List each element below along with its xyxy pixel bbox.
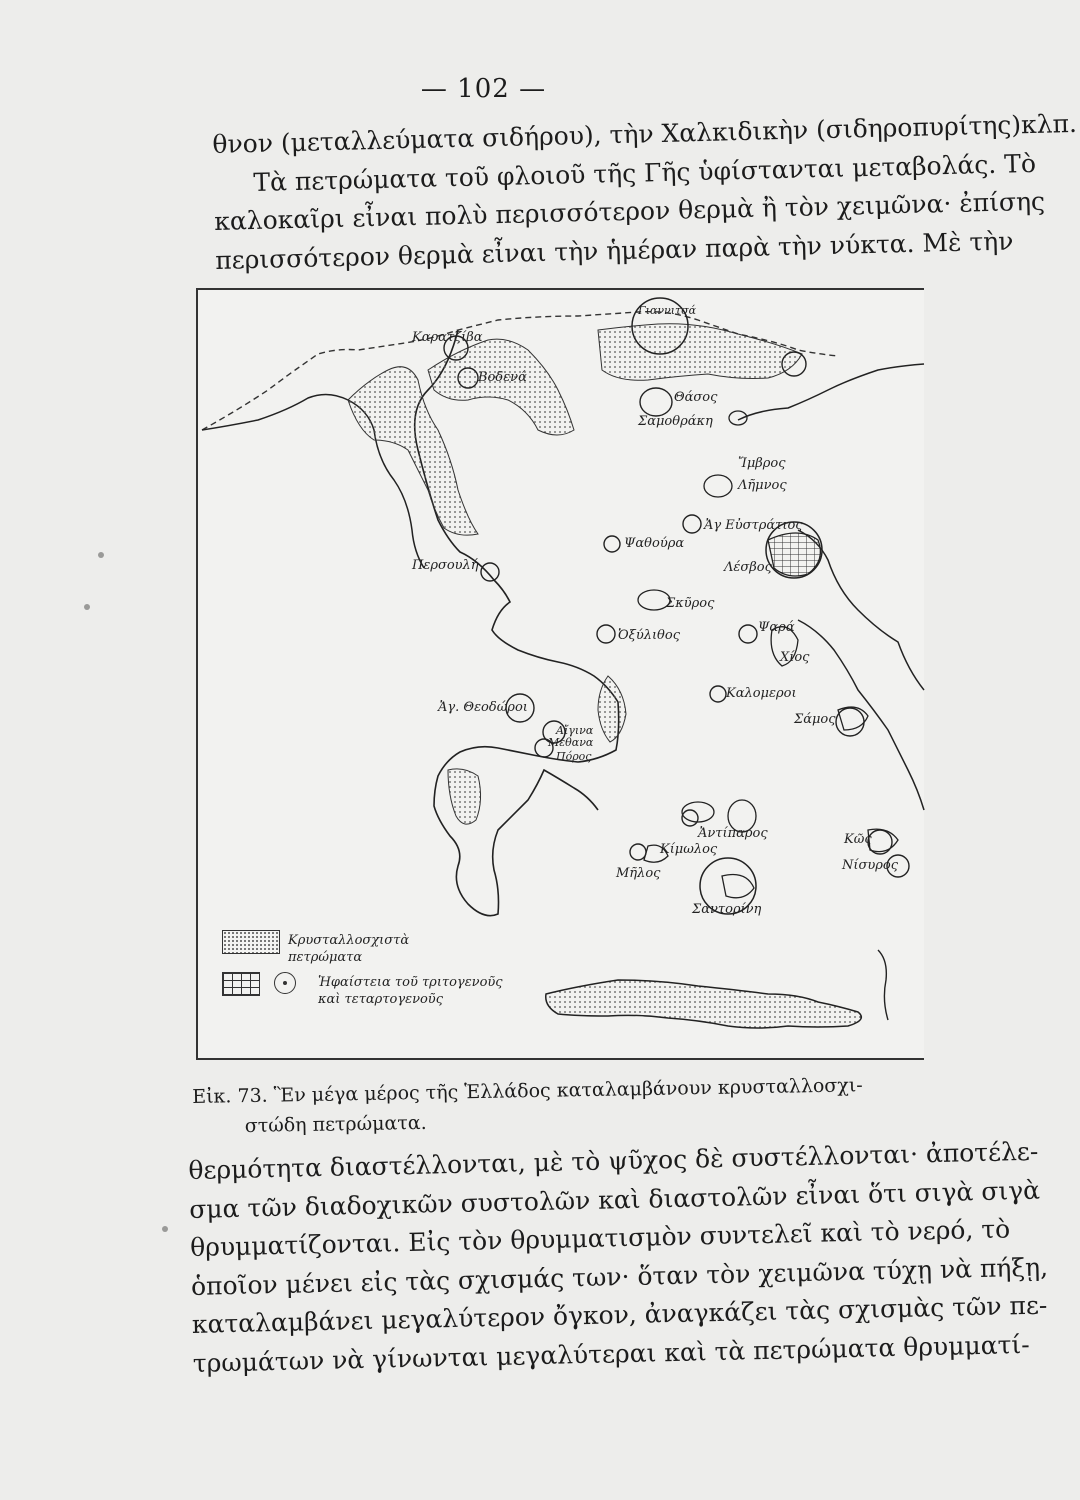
map-label: Σάμος: [794, 712, 836, 727]
legend-volcanic-label: [318, 974, 503, 1008]
map-label: Καρατζίβα: [412, 330, 483, 345]
volcano-marker: [710, 686, 726, 702]
map-label: Περσουλή: [412, 558, 479, 573]
legend-volcanic-grid-swatch: [222, 972, 260, 996]
legend-crystalline-label: [288, 932, 409, 966]
bottom-paragraph: [188, 1136, 1049, 1383]
map-label: Ψαθούρα: [624, 536, 685, 551]
map-label: Ὀξύλιθος: [618, 628, 680, 643]
legend-text-line: Ἡφαίστεια τοῦ τριτογενοῦς: [318, 975, 503, 990]
page-number: — 102 —: [420, 74, 547, 104]
page-speck: [162, 1226, 168, 1232]
map-label: Μῆλος: [616, 866, 661, 881]
crystalline-region: [598, 676, 626, 742]
mainland-outline: [415, 330, 619, 916]
text-line: τρωμάτων νὰ γίνωνται μεγαλύτεραι καὶ τὰ πετρώματα θρυμματί-: [192, 1329, 1030, 1378]
map-label: Κῶς: [844, 832, 872, 847]
text-line: σμα τῶν διαδοχικῶν συστολῶν καὶ διαστολῶν εἶναι ὅτι σιγὰ σιγὰ: [188, 1175, 1041, 1224]
crete-outline: [546, 980, 862, 1028]
text-line: θερμότητα διαστέλλονται, μὲ τὸ ψῦχος δὲ συστέλλονται· ἀποτέλε-: [188, 1136, 1039, 1185]
volcano-marker: [481, 563, 499, 581]
text-line: καταλαμβάνει μεγαλύτερον ὄγκον, ἀναγκάζει τὰς σχισμὰς τῶν πε-: [191, 1290, 1048, 1339]
caption-line: στώδη πετρώματα.: [244, 1111, 427, 1138]
map-label: Ἴμβρος: [738, 456, 786, 471]
map-label: Λῆμνος: [738, 478, 787, 493]
map-label: Χίος: [780, 650, 810, 665]
map-label: Γιαννιτσά: [638, 304, 697, 317]
map-label: Λέσβος: [724, 560, 772, 575]
volcano-marker: [630, 844, 646, 860]
map-label: Μέθανα: [548, 736, 594, 749]
map-label: Σαντορίνη: [692, 902, 762, 917]
legend-text-line: πετρώματα: [288, 950, 363, 965]
map-label: Βοδενά: [478, 370, 527, 385]
volcano-marker: [604, 536, 620, 552]
map-label: Πόρος: [556, 750, 592, 763]
map-label: Αἴγινα: [556, 724, 594, 737]
crystalline-region: [448, 769, 481, 824]
volcano-marker: [597, 625, 615, 643]
map-label: Ἀντίπαρος: [698, 826, 768, 841]
map-figure: [196, 288, 924, 1060]
volcano-marker: [836, 708, 864, 736]
text-line: καλοκαῖρι εἶναι πολὺ περισσότερον θερμὰ ἢ τὸν χειμῶνα· ἐπίσης: [213, 186, 1046, 236]
crystalline-region: [598, 324, 802, 381]
text-line: θρυμματίζονται. Εἰς τὸν θρυμματισμὸν συντελεῖ καὶ τὸ νερό, τὸ: [189, 1214, 1011, 1262]
volcano-marker: [683, 515, 701, 533]
text-line: ὁποῖον μένει εἰς τὰς σχισμάς των· ὅταν τὸν χειμῶνα τύχῃ νὰ πήξῃ,: [190, 1252, 1049, 1301]
map-label: Σαμοθράκη: [638, 414, 713, 429]
legend-text-line: Κρυσταλλοσχιστὰ: [288, 933, 410, 948]
map-label: Ἀγ. Θεοδώροι: [438, 700, 528, 715]
map-label: Καλομεροι: [726, 686, 797, 701]
map-label: Ψαρά: [758, 620, 795, 635]
map-label: Κίμωλος: [660, 842, 718, 857]
map-label: Θάσος: [674, 390, 718, 405]
map-label: Σκῦρος: [666, 596, 715, 611]
text-line: Τὰ πετρώματα τοῦ φλοιοῦ τῆς Γῆς ὑφίστανται μεταβολάς. Τὸ: [253, 148, 1037, 197]
top-paragraph: [212, 108, 1078, 280]
legend-text-line: καὶ τεταρτογενοῦς: [318, 992, 443, 1007]
legend-volcano-circle-icon: [274, 972, 296, 994]
page-speck: [84, 604, 90, 610]
volcano-marker: [739, 625, 757, 643]
map-label: Ἀγ Εὐστράτιος: [704, 518, 803, 533]
caption-line: Εἰκ. 73. Ἓν μέγα μέρος τῆς Ἑλλάδος καταλαμβάνουν κρυσταλλοσχι-: [192, 1074, 863, 1108]
figure-caption: [192, 1069, 913, 1142]
map-label: Νίσυρος: [842, 858, 898, 873]
text-line: περισσότερον θερμὰ εἶναι τὴν ἡμέραν παρὰ τὴν νύκτα. Μὲ τὴν: [214, 225, 1014, 275]
text-line: θνον (μεταλλεύματα σιδήρου), τὴν Χαλκιδικὴν (σιδηροπυρίτης)κλπ.: [212, 108, 1078, 159]
page-speck: [98, 552, 104, 558]
legend-crystalline-swatch: [222, 930, 280, 954]
